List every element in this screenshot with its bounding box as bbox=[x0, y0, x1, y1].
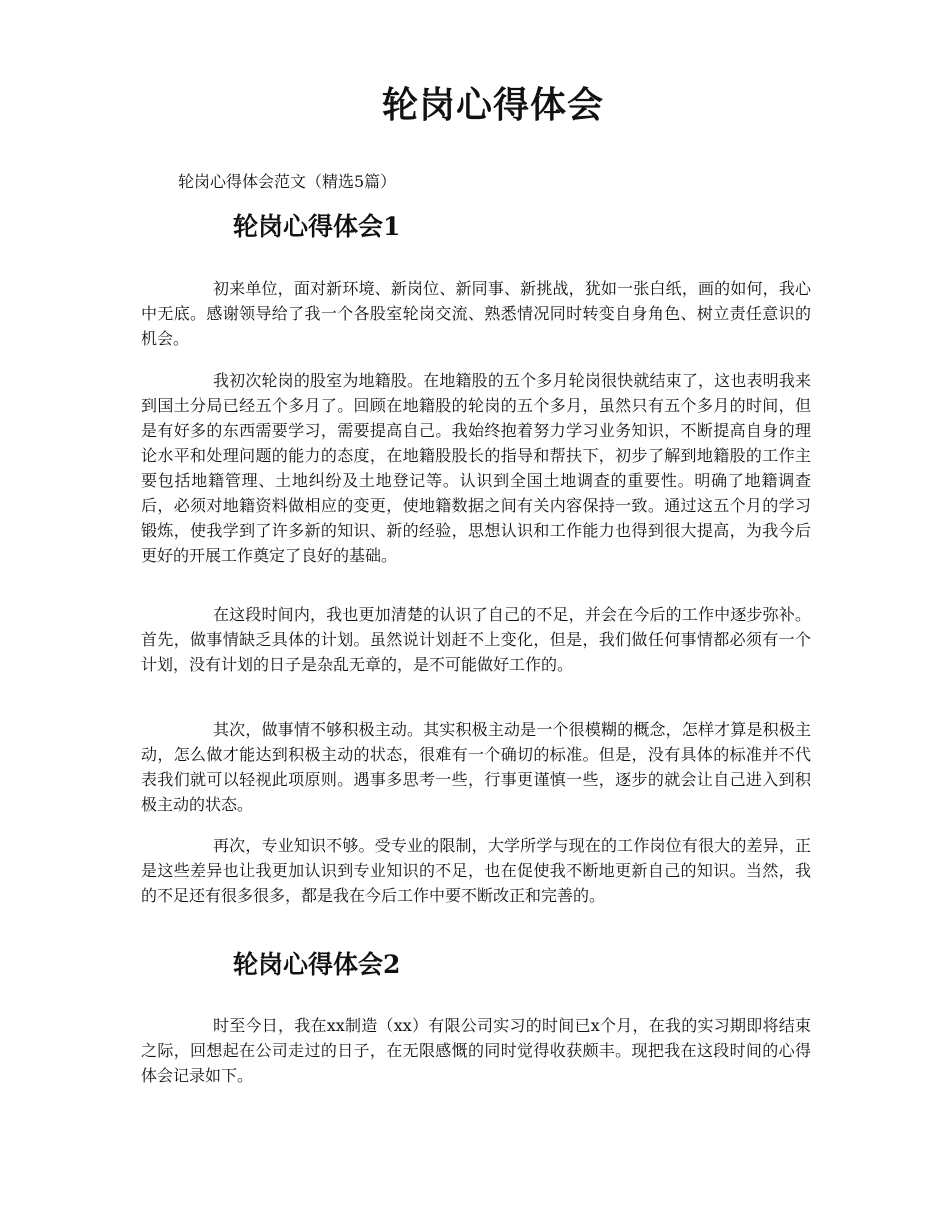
section-heading-1: 轮岗心得体会1 bbox=[233, 212, 401, 241]
section-1-paragraph-2: 我初次轮岗的股室为地籍股。在地籍股的五个多月轮岗很快就结束了，这也表明我来到国土分局已经五个多月了。回顾在地籍股的轮岗的五个多月，虽然只有五个多月的时间，但是有好多的东西需要学习，需要提高自己。我始终抱着努力学习业务知识，不断提高自身的理论水平和处理问题的能力的态度，在地籍股股长的指导和帮扶下，初步了解到地籍股的工作主要包括地籍管理、土地纠纷及土地登记等。认识到全国土地调查的重要性。明确了地籍调查后，必须对地籍资料做相应的变更，使地籍数据之间有关内容保持一致。通过这五个月的学习锻炼，使我学到了许多新的知识、新的经验，思想认识和工作能力也得到很大提高，为我今后更好的开展工作奠定了良好的基础。 bbox=[141, 371, 811, 565]
section-1-paragraph-3: 在这段时间内，我也更加清楚的认识了自己的不足，并会在今后的工作中逐步弥补。首先，做事情缺乏具体的计划。虽然说计划赶不上变化，但是，我们做任何事情都必须有一个计划，没有计划的日子是杂乱无章的，是不可能做好工作的。 bbox=[141, 605, 811, 674]
section-1-paragraph-4: 其次，做事情不够积极主动。其实积极主动是一个很模糊的概念，怎样才算是积极主动，怎么做才能达到积极主动的状态，很难有一个确切的标准。但是，没有具体的标准并不代表我们就可以轻视此项原则。遇事多思考一些，行事更谨慎一些，逐步的就会让自己进入到积极主动的状态。 bbox=[141, 720, 811, 814]
section-1-paragraph-5: 再次，专业知识不够。受专业的限制，大学所学与现在的工作岗位有很大的差异，正是这些差异也让我更加认识到专业知识的不足，也在促使我不断地更新自己的知识。当然，我的不足还有很多很多，都是我在今后工作中要不断改正和完善的。 bbox=[141, 836, 811, 905]
section-heading-2: 轮岗心得体会2 bbox=[233, 950, 401, 979]
document-title: 轮岗心得体会 bbox=[381, 84, 604, 126]
section-2-paragraph-1: 时至今日，我在xx制造（xx）有限公司实习的时间已x个月，在我的实习期即将结束之际，回想起在公司走过的日子，在无限感慨的同时觉得收获颇丰。现把我在这段时间的心得体会记录如下。 bbox=[141, 1016, 811, 1085]
section-1-paragraph-1: 初来单位，面对新环境、新岗位、新同事、新挑战，犹如一张白纸，画的如何，我心中无底。感谢领导给了我一个各股室轮岗交流、熟悉情况同时转变自身角色、树立责任意识的机会。 bbox=[141, 279, 811, 348]
document-subtitle: 轮岗心得体会范文（精选5篇） bbox=[178, 172, 397, 191]
